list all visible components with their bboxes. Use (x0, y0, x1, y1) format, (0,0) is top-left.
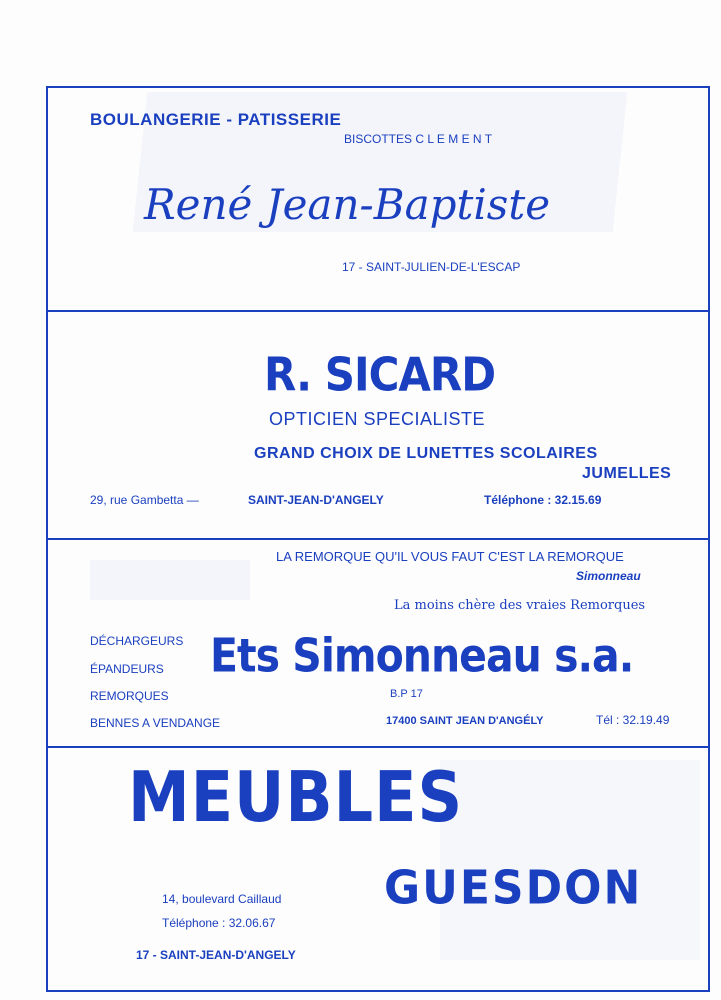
section-divider (48, 538, 708, 540)
binoculars-offer: JUMELLES (582, 465, 672, 482)
bakery-address: 17 - SAINT-JULIEN-DE-L'ESCAP (342, 260, 521, 274)
furniture-phone: Téléphone : 32.06.67 (162, 916, 276, 930)
product-item: ÉPANDEURS (90, 662, 164, 676)
product-item: BENNES A VENDANGE (90, 716, 221, 730)
product-item: DÉCHARGEURS (90, 634, 184, 648)
bakery-heading: BOULANGERIE - PATISSERIE (90, 110, 342, 129)
bakery-owner-name: René Jean-Baptiste (144, 180, 551, 229)
furniture-name-line1: MEUBLES (128, 756, 464, 838)
trailer-company-name: Ets Simonneau s.a. (210, 629, 634, 683)
section-divider (48, 746, 708, 748)
section-divider (48, 310, 708, 312)
trailer-po-box: B.P 17 (390, 688, 423, 700)
optician-subtitle: OPTICIEN SPECIALISTE (269, 409, 486, 429)
furniture-name-line2: GUESDON (384, 861, 643, 916)
biscottes-line: BISCOTTES C L E M E N T (344, 132, 493, 146)
optician-street: 29, rue Gambetta — (90, 493, 199, 507)
trailer-tagline: La moins chère des vraies Remorques (394, 598, 646, 613)
trailer-brand: Simonneau (576, 569, 641, 583)
optician-city: SAINT-JEAN-D'ANGELY (248, 493, 384, 507)
product-item: REMORQUES (90, 689, 169, 703)
optician-phone: Téléphone : 32.15.69 (484, 493, 602, 507)
trailer-headline: LA REMORQUE QU'IL VOUS FAUT C'EST LA REMORQUE (276, 549, 624, 564)
glasses-offer: GRAND CHOIX DE LUNETTES SCOLAIRES (254, 445, 598, 462)
trailer-city: 17400 SAINT JEAN D'ANGÉLY (386, 715, 544, 727)
furniture-city: 17 - SAINT-JEAN-D'ANGELY (136, 948, 296, 962)
furniture-street: 14, boulevard Caillaud (162, 892, 282, 906)
optician-name: R. SICARD (264, 347, 496, 402)
ad-frame (46, 86, 710, 992)
trailer-phone: Tél : 32.19.49 (596, 713, 670, 727)
